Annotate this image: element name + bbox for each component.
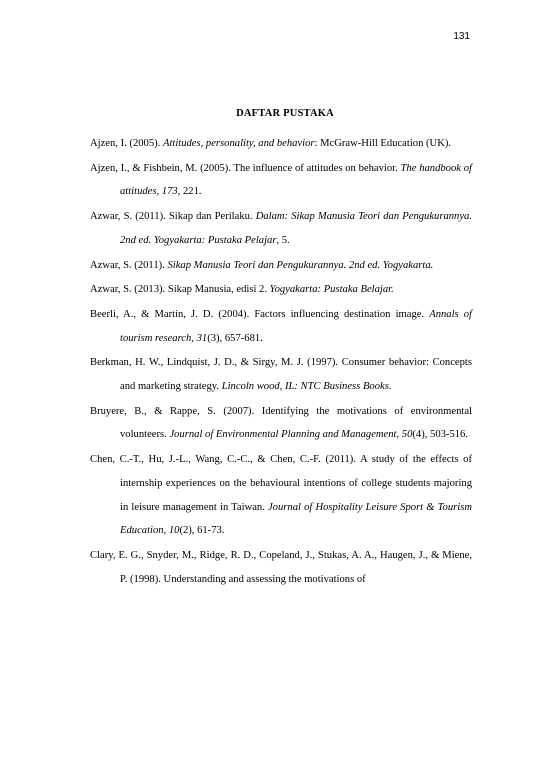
reference-text: , 221. — [177, 186, 202, 198]
reference-text: Azwar, S. (2013). Sikap Manusia, edisi 2. — [90, 284, 270, 296]
reference-italic-text: Attitudes, personality, and behavior — [162, 138, 315, 149]
reference-italic-text: Yogyakarta: Pustaka Belajar. — [269, 284, 394, 296]
reference-text: Ajzen, I., & Fishbein, M. (2005). The influence of attitudes on behavior. — [90, 162, 401, 174]
reference-entry — [90, 157, 472, 204]
reference-entry — [90, 205, 472, 252]
reference-text: : McGraw-Hill Education (UK). — [314, 138, 452, 149]
reference-text: Clary, E. G., Snyder, M., Ridge, R. D., Copeland, J., Stukas, A. A., Haugen, J., & Miene, P. (1998). Understanding and assessing the motivations of — [90, 549, 472, 585]
reference-text: Ajzen, I. (2005). — [90, 138, 163, 149]
reference-text: Beerli, A., & Martin, J. D. (2004). Factors influencing destination image. — [90, 308, 430, 320]
reference-text: (4), 503-516. — [412, 429, 468, 441]
reference-italic-text: Journal of Environmental Planning and Management, 50 — [169, 429, 413, 441]
reference-text: , 5. — [276, 234, 290, 246]
reference-entry — [90, 351, 472, 398]
section-heading: DAFTAR PUSTAKA — [236, 108, 334, 119]
reference-italic-text: Sikap Manusia Teori dan Pengukurannya. 2nd ed. Yogyakarta. — [167, 259, 434, 271]
reference-list — [90, 132, 472, 592]
reference-entry — [90, 448, 472, 543]
reference-italic-text: Annals of tourism research, 31 — [120, 308, 472, 344]
reference-italic-text: The handbook of attitudes, 173 — [120, 162, 472, 198]
reference-italic-text: Dalam: Sikap Manusia Teori dan Pengukurannya. 2nd ed. Yogyakarta: Pustaka Pelajar — [120, 211, 472, 246]
reference-italic-text: Lincoln wood, IL: NTC Business Books — [221, 381, 389, 393]
reference-text: Azwar, S. (2011). Sikap dan Perilaku. — [90, 211, 256, 223]
reference-text: Bruyere, B., & Rappe, S. (2007). Identifying the motivations of environmental volunteers. — [90, 405, 472, 441]
reference-entry — [90, 278, 472, 302]
reference-text: Chen, C.-T., Hu, J.-L., Wang, C.-C., & Chen, C.-F. (2011). A study of the effects of internship experiences on the behavioural intentions of college students majoring in leisure management in Taiwan. — [90, 454, 472, 513]
reference-italic-text: Journal of Hospitality Leisure Sport & Tourism Education, 10 — [120, 501, 472, 537]
reference-text: . — [388, 381, 392, 393]
reference-text: Azwar, S. (2011). — [90, 259, 168, 271]
reference-entry — [90, 132, 472, 156]
reference-text: (2), 61-73. — [179, 525, 225, 537]
page-number: 131 — [453, 31, 470, 42]
reference-text: Berkman, H. W., Lindquist, J. D., & Sirgy, M. J. (1997). Consumer behavior: Concepts and marketing strategy. — [90, 357, 472, 393]
reference-entry — [90, 544, 472, 591]
reference-text: (3), 657-681. — [207, 332, 263, 344]
reference-entry — [90, 400, 472, 447]
reference-entry — [90, 254, 472, 278]
reference-entry — [90, 303, 472, 350]
